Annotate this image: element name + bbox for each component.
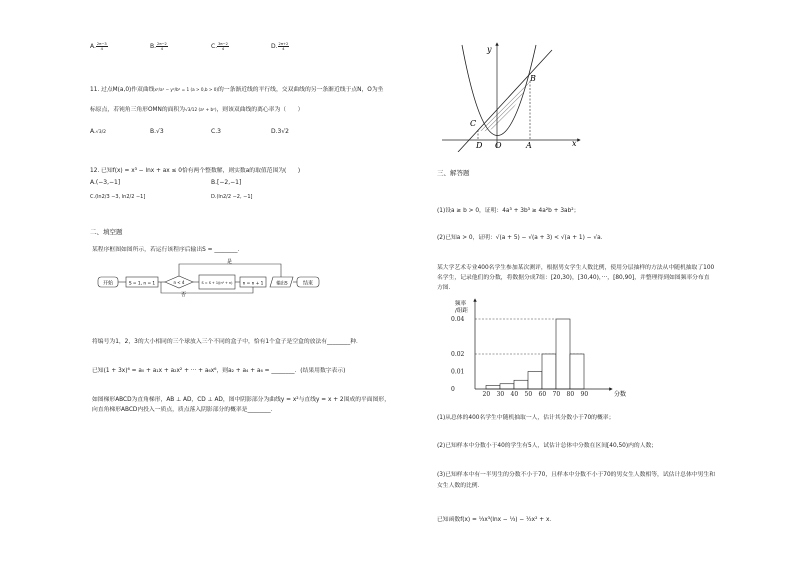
q10-option-a: A. $\frac{2\pi-3}{4}$ [90,42,107,51]
stats-subquestion-1: (1)从总体的400名学生中随机抽取一人，估计其分数小于70的概率； [437,415,615,421]
proof-question-2: (2)已知a > 0，证明：√(a + 5) − √(a + 3) < √(a + 1) − √a． [437,235,607,241]
histogram-x-ticks [483,391,589,398]
frequency-histogram [437,295,637,400]
label-y: y [487,45,492,54]
fill-question-3: 已知(1 + 3x)⁶ = a₀ + a₁x + a₂x² + ··· + a₆x⁶，则a₂ + a₄ + a₆ = ________．(结果用数字表示) [92,368,346,374]
q12-stem: 12. 已知f(x) = x³ − lnx + ax ≤ 0恰有两个整数解，则实数a的取值范围为( ) [90,168,301,174]
label-o: O [495,141,502,150]
histogram-y-ticks [451,316,465,393]
q10-option-c: C. $\frac{3\pi-2}{4}$ [211,42,228,51]
q11-line1: 11. 过点M(a,0)作双曲线x²/a² − y²/b² = 1 (a > 0,b > 0)的一条渐近线的平行线，交双曲线的另一条渐近线于点N，O为坐 [90,87,384,93]
q11-option-c: C.3 [211,128,221,135]
histogram-y-label: 频率/组距 [455,301,468,314]
q12-option-a: A.(−3,−1] [90,179,121,186]
label-b: B [530,74,536,83]
stats-question-line3: 方图． [437,285,455,291]
y-tick-label: 0.01 [451,368,465,376]
program-flowchart [95,255,325,297]
histogram-bar-0 [486,386,500,390]
stats-subquestion-2: (2)已知样本中分数小于40的学生有5人，试估计总体中分数在区间[40,50)内的人数； [437,443,658,449]
q11-line2: 标原点，若钝角三角形OMN的面积为√3/12 (a² + b²)，则该双曲线的离心率为（ ） [90,107,304,113]
flow-end-text: 结束 [302,280,314,287]
section-3-title: 三、解答题 [437,169,470,177]
stats-question-line1: 某大学艺术专业400名学生参加某次测评，根据男女学生人数比例，使用分层抽样的方法从中随机抽取了100 [437,265,715,271]
section-2-title: 二、填空题 [90,228,123,236]
fill-question-1: 某程序框图如图所示，若运行该程序后输出S = ________． [92,247,244,253]
x-tick-label: 40 [510,391,519,398]
y-tick-label: 0 [451,386,455,393]
flow-incr-text: n = n + 1 [242,281,264,287]
histogram-bar-2 [514,380,528,389]
flow-cond-text: n < 4 [173,280,185,285]
shaded-region [478,81,530,131]
proof-question-1: (1)设a ≥ b > 0，证明：4a³ + 3b³ ≥ 4a²b + 3ab²； [437,208,580,214]
histogram-bar-4 [542,354,556,389]
x-tick-label: 90 [580,391,589,398]
x-tick-label: 30 [496,391,505,398]
x-tick-label: 70 [552,391,561,398]
q12-option-d: D.(ln2/2 −2, −1] [211,194,253,200]
label-d: D [476,141,483,150]
fill-question-4-line1: 如图梯形ABCD为直角梯形，AB ⊥ AD，CD ⊥ AD，图中阴影部分为曲线y = x²与直线y = x + 2围成的平面图形， [92,397,390,403]
q10-option-d: D. $\frac{2\pi+2}{4}$ [271,42,289,51]
stats-question-line2: 名学生，记录他们的分数，将数据分成7组：[20,30)，[30,40)，···，[80,90]，并整理得到如图频率分布直 [437,275,710,281]
flow-output-text: 输出S [276,281,288,287]
q12-option-b: B.[−2,−1] [211,179,242,186]
x-tick-label: 80 [566,391,575,398]
stats-subquestion-3-line2: 女生人数的比例． [437,483,484,489]
label-a: A [526,141,532,150]
histogram-bar-6 [570,354,584,389]
q11-option-b: B.√3 [150,128,164,135]
histogram-bar-5 [556,319,570,389]
q12-option-c: C.(ln2/3 −3, ln2/2 −1] [90,194,146,200]
function-question: 已知函数f(x) = ⅓x³(lnx − ⅓) − ½x² + x． [437,517,556,523]
q11-option-a: A.√3/2 [90,128,107,135]
x-tick-label: 20 [482,391,491,398]
label-x: x [572,139,577,148]
label-c: C [470,119,477,128]
x-tick-label: 50 [524,391,533,398]
fill-question-4-line2: 向直角梯形ABCD内投入一质点，质点落入阴影部分的概率是________． [92,407,277,413]
flow-yes-label: 是 [227,259,233,265]
flow-start-text: 开始 [102,280,114,287]
q11-option-d: D.3√2 [271,128,289,135]
line-curve [458,50,552,152]
flow-init-text: S = 1, n = 1 [128,281,156,287]
histogram-x-label: 分数 [614,391,627,398]
fill-question-2: 将编号为1，2，3的大小相同的三个球放入三个不同的盒子中，恰有1个盒子是空盒的放法有________种． [92,339,362,345]
stats-subquestion-3-line1: (3)已知样本中有一半男生的分数不小于70，且样本中分数不小于70的男女生人数相等，试估计总体中男生和 [437,472,716,478]
trapezoid-parabola-figure [440,40,585,152]
flow-no-label: 否 [181,292,187,297]
q10-option-b: B. $\frac{2\pi-2}{4}$ [150,42,167,51]
y-tick-label: 0.04 [451,316,465,323]
y-tick-label: 0.02 [451,351,465,358]
histogram-bar-1 [500,384,514,389]
x-tick-label: 60 [538,391,547,398]
histogram-bar-3 [528,372,542,390]
flow-update-text: S = S + 1/(n² + n) [201,281,233,285]
